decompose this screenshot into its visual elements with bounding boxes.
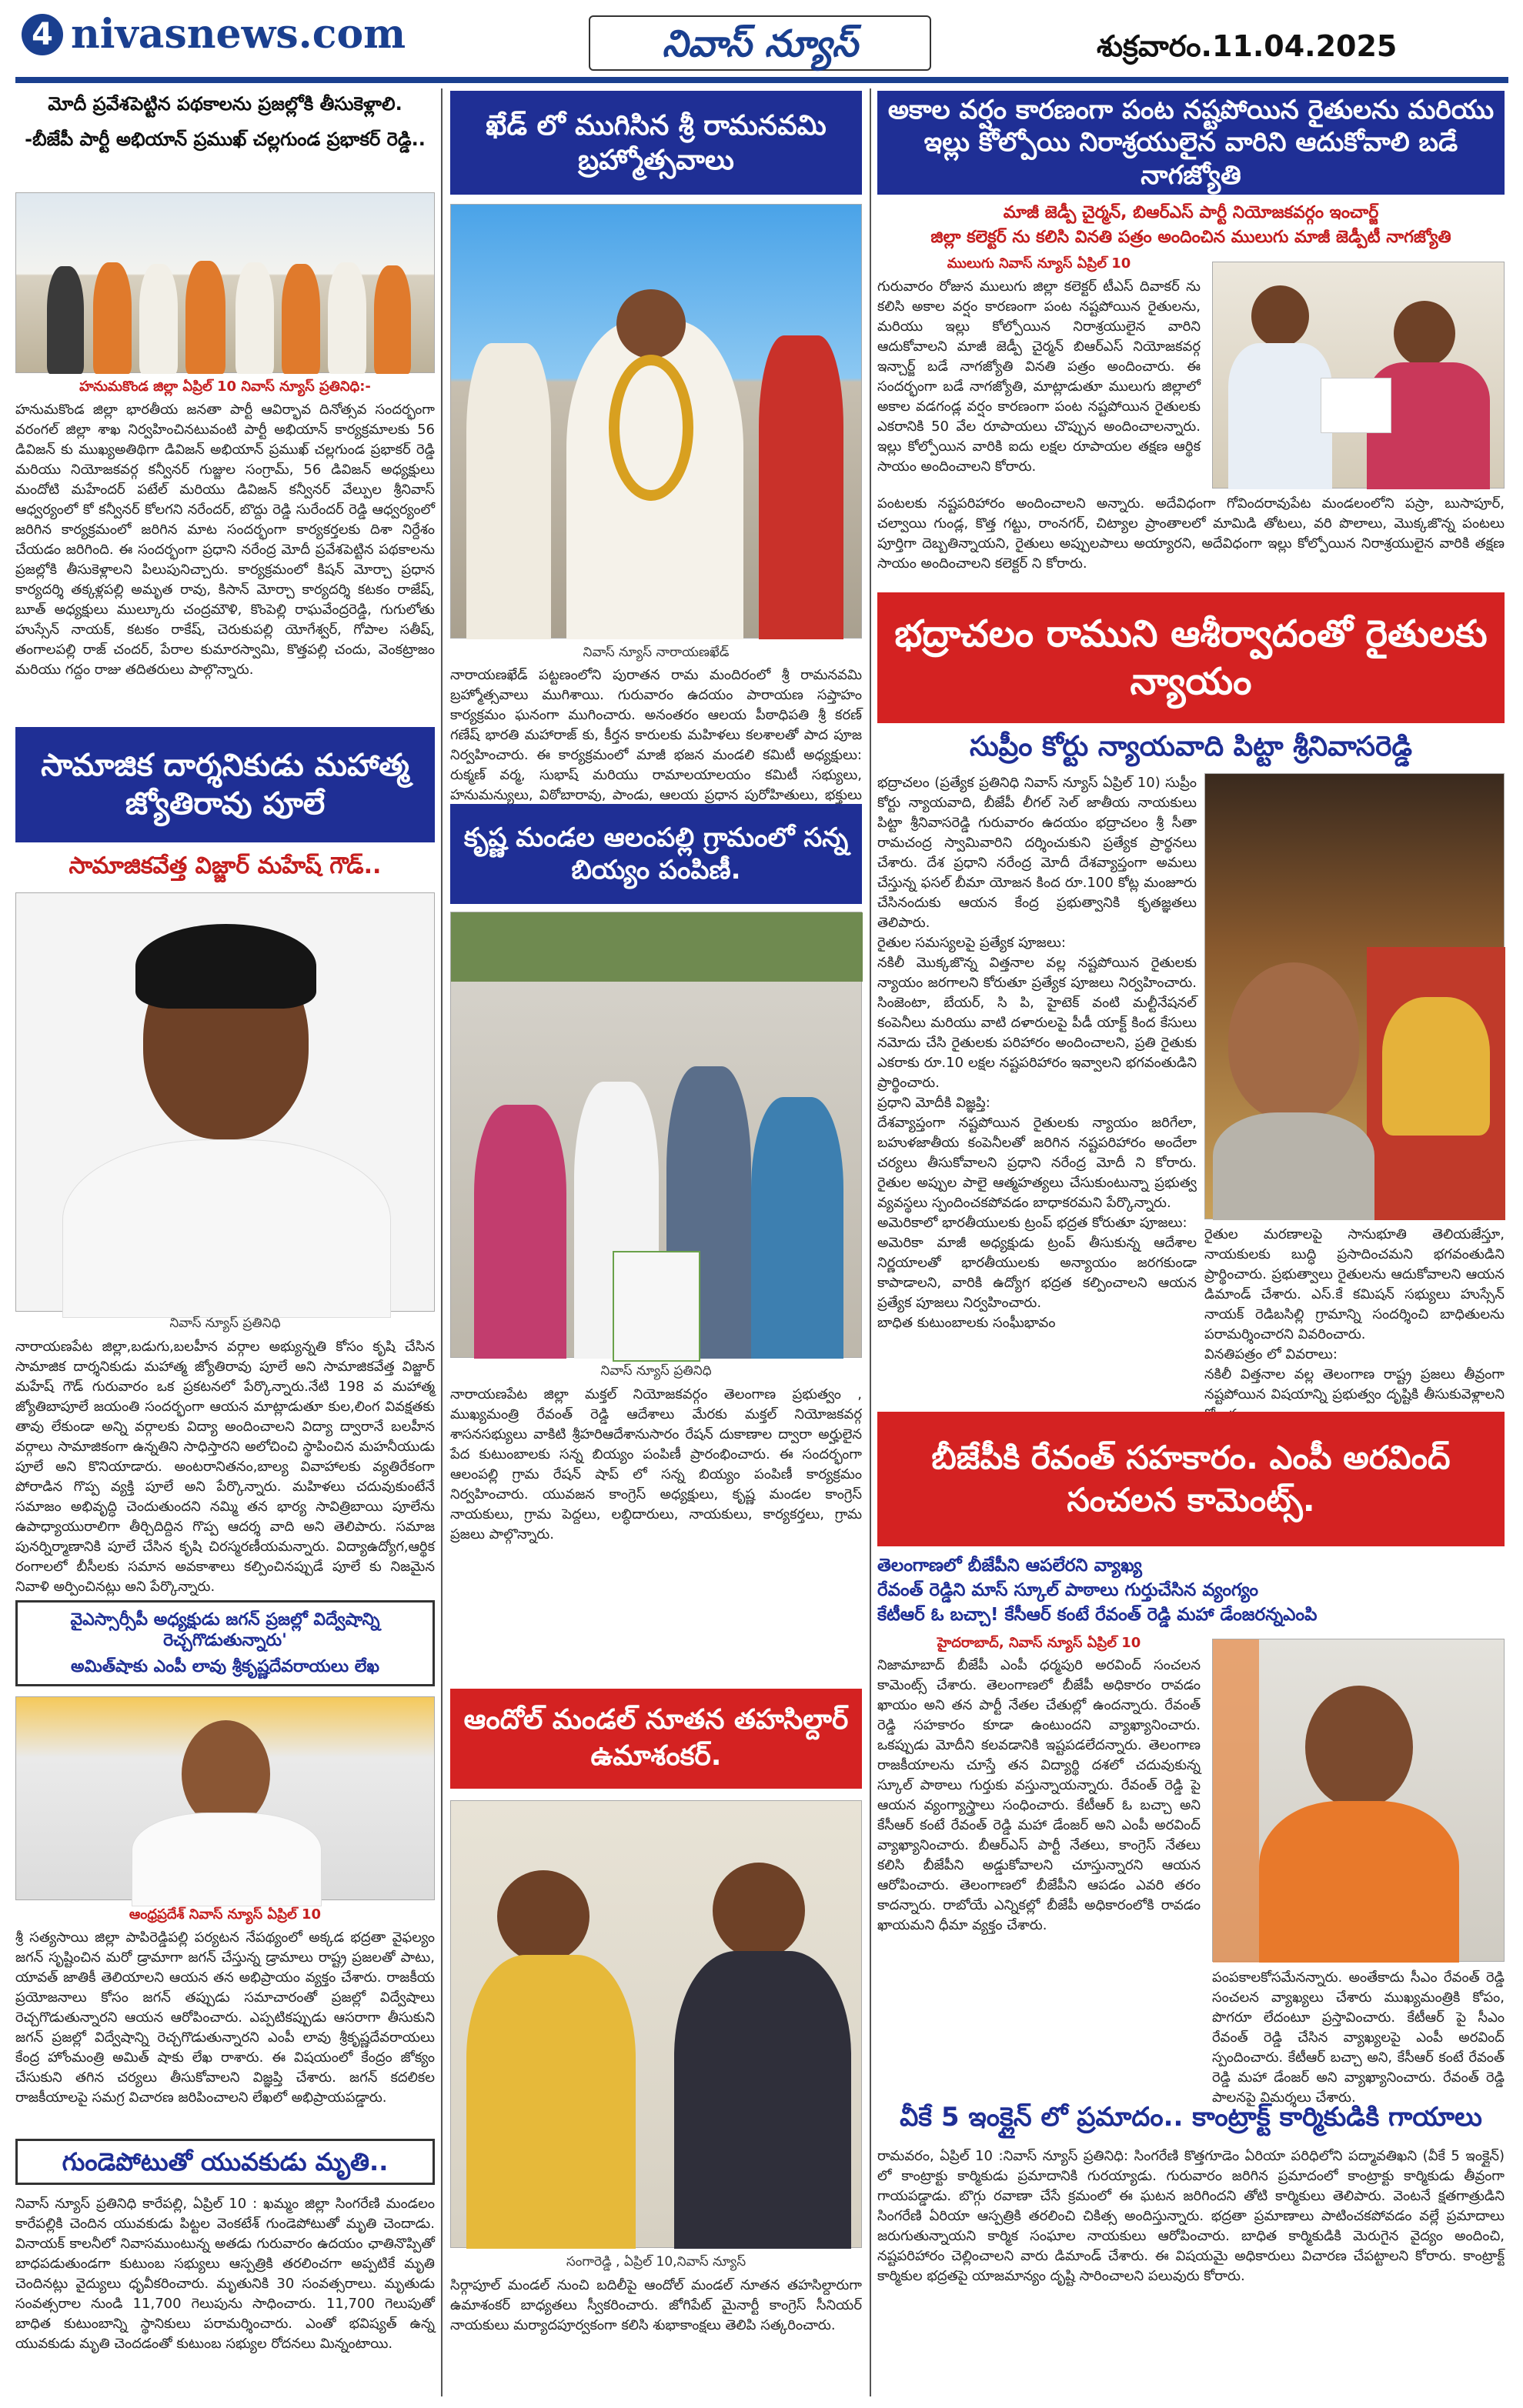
ceremony-photo xyxy=(450,204,862,639)
headline-box xyxy=(15,1600,435,1686)
header-rule xyxy=(15,77,1508,83)
page-number: 4 xyxy=(22,14,63,55)
headline-phule: సామాజిక దార్శనికుడు మహాత్మ జ్యోతిరావు పూలే xyxy=(15,727,435,842)
dateline: హైదరాబాద్, నివాస్ న్యూస్ ఏప్రిల్ 10 xyxy=(937,1635,1141,1651)
headline-secondary: -బీజేపీ పార్టీ అభియాన్ ప్రముఖ్ చల్లగుండ ప్రభాకర్ రెడ్డి.. xyxy=(25,128,426,150)
column-divider xyxy=(441,88,443,2396)
headline-bhadrachalam: భద్రాచలం రాముని ఆశీర్వాదంతో రైతులకు న్యాయం xyxy=(877,592,1505,723)
headline-rice-distribution: కృష్ణ మండల ఆలంపల్లి గ్రామంలో సన్న బియ్యం పంపిణీ. xyxy=(450,804,862,904)
politician-photo xyxy=(15,1696,435,1900)
dateline: ఆంధ్రప్రదేశ్ నివాస్ న్యూస్ ఏప్రిల్ 10 xyxy=(129,1906,322,1923)
headline-revanth: బీజేపీకి రేవంత్ సహకారం. ఎంపీ అరవింద్ సంచలన కామెంట్స్. xyxy=(877,1412,1505,1546)
group-photo xyxy=(15,192,435,373)
photo-caption: నివాస్ న్యూస్ ప్రతినిధి xyxy=(600,1363,712,1379)
headline-secondary: అమిత్‌షాకు ఎంపీ లావు శ్రీకృష్ణదేవరాయలు లేఖ xyxy=(71,1656,379,1676)
masthead: నివాస్ న్యూస్ xyxy=(589,15,931,71)
article-body: గురువారం రోజున ములుగు జిల్లా కలెక్టర్ టీఎస్ దివాకర్ ను కలిసి అకాల వర్షం కారణంగా పంట నష్టపోయిన రైతులను, మరియు ఇల్లు కోల్పోయిన నిరాశ్రయులైన వారిని ఆదుకోవాలని మాజీ జెడ్పీ చైర్మన్ బిఆర్ఎస్ నియోజకవర్గ ఇన్చార్జ్ బడే నాగజ్యోతి వినతి పత్రం అందించారు. ఈ సందర్భంగా బడే నాగజ్యోతి, మాట్లాడుతూ ములుగు జిల్లాలో అకాల వడగండ్ల వర్షం కారణంగా పంట నష్టపోయిన రైతులకు ఎకరానికి 50 వేల రూపాయలు చొప్పున అందించాలన్నారు. ఇల్లు కోల్పోయిన వారికి ఐదు లక్షల రూపాయల తక్షణ ఆర్థిక సాయం అందించాలని కోరారు. xyxy=(877,278,1201,475)
dateline: ములుగు నివాస్ న్యూస్ ఏప్రిల్ 10 xyxy=(947,255,1131,272)
site-name[interactable]: nivasnews.com xyxy=(71,11,406,58)
distribution-photo xyxy=(450,912,862,1358)
headline: మోదీ ప్రవేశపెట్టిన పథకాలను ప్రజల్లోకి తీసుకెళ్లాలి. xyxy=(48,93,402,115)
mp-photo xyxy=(1212,1639,1505,1962)
article-body-continued: పంటలకు నష్టపరిహారం అందించాలని అన్నారు. అదేవిధంగా గోవిందరావుపేట మండలంలోని పస్రా, బుసాపూర్, చల్వాయి గుండ్ల, కొత్త గట్టు, రాంనగర్, చిట్యాల ప్రాంతాలలో మామిడి తోటలు, వరి పొలాలు, మొక్కజొన్న పంటలు పూర్తిగా దెబ్బతిన్నాయని, రైతులు అప్పులపాలు అయ్యారని, అదేవిధంగా ఇల్లు కోల్పోయిన నిరాశ్రయులైన వారికి తక్షణ సాయం అందించాలని కలెక్టర్ ని కోరారు. xyxy=(877,495,1505,572)
subhead: సుప్రీం కోర్టు న్యాయవాది పిట్టా శ్రీనివాసరెడ్డి xyxy=(969,731,1413,762)
collector-photo xyxy=(1212,262,1505,489)
felicitation-photo xyxy=(450,1800,862,2248)
article-body: నారాయణఖేడ్ పట్టణంలోని పురాతన రామ మందిరంలో శ్రీ రామనవమి బ్రహ్మోత్సవాలు ముగిశాయి. గురువారం ఉదయం పారాయణ సప్తాహం కార్యక్రమం ఘనంగా ముగించారు. అనంతరం ఆలయ పీఠాధిపతి శ్రీ కరణ్ గణేష్ భారతి మహారాజ్ కు, కీర్తన కారులకు మహిళలు కలశాలతో పాద పూజ నిర్వహించారు. ఈ కార్యక్రమంలో మాజీ భజన మండలి కమిటీ అధ్యక్షులు: రుక్మణ్ వర్మ, సుభాష్ మరియు రామాలయాలయం కమిటీ సభ్యులు, హనుమన్యులు, విఠోబారావు, పాండు, ఆలయ ప్రధాన పురోహితులు, భక్తులు xyxy=(450,667,862,803)
article-modi-schemes xyxy=(15,91,435,152)
article-body: నారాయణపేట జిల్లా,బడుగు,బలహీన వర్గాల అభ్యున్నతి కోసం కృషి చేసిన సామాజిక దార్శనికుడు మహాత్మ జ్యోతిరావు పూలే అని సామాజికవేత్త విజ్జార్ మహేష్ గౌడ్ గురువారం ఒక ప్రకటనలో పేర్కొన్నారు.నేటి 198 వ మహాత్మ జ్యోతిబాపూలే జయంతి సందర్భంగా ఆయన మాట్లాడుతూ కుల,లింగ వివక్షతకు తావు లేకుండా అన్ని వర్గాలకు విద్యా అందించాలని విద్యా ద్వారానే బలహీన వర్గాలు సామాజికంగా ఉన్నతిని సాధిస్తారని అలోచించి స్థాపించిన మహనీయుడు పూలే అని కొనియాడారు. అంటరానితనం,బాల్య వివాహాలకు వ్యతిరేకంగా పోరాడిన గొప్ప వ్యక్తి పూలే అని పేర్కొన్నారు. మహిళలు చదువుకుంటేనే సమాజం అభివృద్ధి చెందుతుందని నమ్మి తన భార్య సావిత్రిబాయి పూలేను ఉపాధ్యాయురాలిగా తీర్చిదిద్దిన గొప్ప ఆదర్శ వాది అని తెలిపారు. సమాజ పునర్నిర్మాణానికి పూలే చేసిన కృషి చిరస్మరణీయమన్నారు. విద్యాఉద్యోగ,ఆర్థిక రంగాలలో బీసీలకు సమాన అవకాశాలు కల్పించినప్పుడే పూలే కు నిజమైన నివాళి అర్పించినట్లు అని పేర్కొన్నారు. xyxy=(15,1339,435,1595)
subhead: తెలంగాణలో బీజేపీని ఆపలేరని వ్యాఖ్య xyxy=(877,1556,1142,1576)
headline-khed: ఖేడ్ లో ముగిసిన శ్రీ రామనవమి బ్రహ్మోత్సవాలు xyxy=(450,91,862,195)
headline: వైఎస్సార్సీపీ అధ్యక్షుడు జగన్ ప్రజల్లో విద్వేషాన్ని రెచ్చగొడుతున్నారు' xyxy=(70,1609,380,1651)
photo-caption: నివాస్ న్యూస్ ప్రతినిధి xyxy=(169,1316,281,1331)
photo-caption: సంగారెడ్డి , ఏప్రిల్ 10,నివాస్ న్యూస్ xyxy=(566,2254,746,2270)
column-divider xyxy=(870,88,871,2396)
dateline: హనుమకొండ జిల్లా ఏప్రిల్ 10 నివాస్ న్యూస్ ప్రతినిధి:- xyxy=(79,379,371,395)
subhead: కేటీఆర్ ఓ బచ్చా! కేసీఆర్ కంటే రేవంత్ రెడ్డి మహా డేంజరన్నఎంపి xyxy=(877,1605,1318,1625)
subhead: జిల్లా కలెక్టర్ ను కలిసి వినతి పత్రం అందించిన ములుగు మాజీ జెడ్పీటీ నాగజ్యోతి xyxy=(930,228,1451,247)
article-body: నివాస్ న్యూస్ ప్రతినిధి కారేపల్లి, ఏప్రిల్ 10 : ఖమ్మం జిల్లా సింగరేణి మండలం కారేపల్లికి చెందిన యువకుడు పిట్టల వెంకటేశ్ గుండెపోటుతో మృతి చెందాడు. వినాయక్ కాలనీలో నివాసముంటున్న అతడు గురువారం ఉదయం ఛాతినొప్పితో బాధపడుతుండగా కుటుంబ సభ్యులు ఆస్పత్రికి తరలించగా అప్పటికే మృతి చెందినట్లు వైద్యులు ధృవీకరించారు. మృతునికి 30 సంవత్సరాలు. మృతుడు సంవత్సరాల నుండి 11,700 గెలుపును సాధించారు. 11,700 గెలుపుతో బాధిత కుటుంబాన్ని స్థానికులు పరామర్శించారు. ఎంతో భవిష్యత్ ఉన్న యువకుడు మృతి చెందడంతో కుటుంబ సభ్యుల రోదనలు మిన్నంటాయి. xyxy=(15,2196,435,2352)
article-body: రామవరం, ఏప్రిల్ 10 :నివాస్ న్యూస్ ప్రతినిధి: సింగరేణి కొత్తగూడెం ఏరియా పరిధిలోని పద్మావతిఖని (వీకే 5 ఇంక్లైన్) లో కాంట్రాక్టు కార్మికుడు ప్రమాదానికి గురయ్యాడు. గురువారం జరిగిన ప్రమాదంలో కాంట్రాక్టు కార్మికుడు తీవ్రంగా గాయపడ్డాడు. బొగ్గు రవాణా చేసే క్రమంలో ఈ ఘటన జరిగిందని తోటి కార్మికులు తెలిపారు. వెంటనే క్షతగాత్రుడిని సింగరేణి ఏరియా ఆస్పత్రికి తరలించి చికిత్స అందిస్తున్నారు. భద్రతా ప్రమాణాలు పాటించకపోవడం వల్లే ప్రమాదాలు జరుగుతున్నాయని కార్మిక సంఘాల నాయకులు ఆరోపించారు. బాధిత కార్మికుడికి మెరుగైన వైద్యం అందించి, నష్టపరిహారం చెల్లించాలని వారు డిమాండ్ చేశారు. ఈ విషయమై అధికారులు విచారణ చేపట్టాలని కోరారు. కాంట్రాక్ట్ కార్మికుల భద్రతపై యాజమాన్యం దృష్టి సారించాలని పలువురు కోరారు. xyxy=(877,2148,1505,2284)
subhead: సామాజికవేత్త విజ్జార్ మహేష్ గౌడ్.. xyxy=(68,852,382,879)
article-body: భద్రాచలం (ప్రత్యేక ప్రతినిధి నివాస్ న్యూస్ ఏప్రిల్ 10) సుప్రీం కోర్టు న్యాయవాది, బీజేపీ లీగల్ సెల్ జాతీయ నాయకులు పిట్టా శ్రీనివాసరెడ్డి గురువారం ఉదయం భద్రాచలం శ్రీ సీతా రామచంద్ర స్వామివారిని దర్శించుకుని ప్రత్యేక ప్రార్థనలు చేశారు. దేశ ప్రధాని నరేంద్ర మోదీ దేశవ్యాప్తంగా అమలు చేస్తున్న ఫసల్ బీమా యోజన కింద రూ.100 కోట్ల మంజూరు చేసినందుకు ఆయన కేంద్ర ప్రభుత్వానికి కృతజ్ఞతలు తెలిపారు. రైతుల సమస్యలపై ప్రత్యేక పూజలు: నకిలీ మొక్కజొన్న విత్తనాల వల్ల నష్టపోయిన రైతులకు న్యాయం జరగాలని కోరుతూ ప్రత్యేక పూజలు నిర్వహించారు. సింజెంటా, బేయర్, సి పి, హైటెక్ వంటి మల్టీనేషనల్ కంపెనీలు మరియు వాటి దళారులపై పీడీ యాక్ట్ కింద కేసులు నమోదు చేసి రైతులకు పరిహారం అందించాలని, ప్రతి రైతుకు ఎకరాకు రూ.10 లక్షల నష్టపరిహారం ఇవ్వాలని భగవంతుడిని ప్రార్థించారు. ప్రధాని మోదీకి విజ్ఞప్తి: దేశవ్యాప్తంగా నష్టపోయిన రైతులకు న్యాయం జరిగేలా, బహుళజాతీయ కంపెనీలతో జరిగిన నష్టపరిహారం అందేలా చర్యలు తీసుకోవాలని ప్రధాని నరేంద్ర మోదీ ని కోరారు. రైతుల అప్పుల పాలై ఆత్మహత్యలు చేసుకుంటున్నా ప్రభుత్వ వ్యవస్థలు స్పందించకపోవడం బాధాకరమని పేర్కొన్నారు. అమెరికాలో భారతీయులకు ట్రంప్ భద్రత కోరుతూ పూజలు: అమెరికా మాజీ అధ్యక్షుడు ట్రంప్ తీసుకున్న ఆదేశాల నిర్ణయాలతో భారతీయులకు అన్యాయం జరగకుండా కాపాడాలని, వారికి ఉద్యోగ భద్రత కల్పించాలని ఆయన ప్రత్యేక పూజలు నిర్వహించారు. బాధిత కుటుంబాలకు సంఘీభావం xyxy=(877,775,1197,1331)
article-body-continued: పంపకాలకోసమేనన్నారు. అంతేకాదు సీఎం రేవంత్ రెడ్డి సంచలన వ్యాఖ్యలు చేశారు ముఖ్యమంత్రికి కోపం, పొగరూ లేదంటూ ప్రస్తావించారు. కేటీఆర్ పై సీఎం రేవంత్ రెడ్డి చేసిన వ్యాఖ్యలపై ఎంపీ అరవింద్ స్పందించారు. కేటీఆర్ బచ్చా అని, కేసీఆర్ కంటే రేవంత్ రెడ్డి మహా డేంజర్ అని వ్యాఖ్యానించారు. రేవంత్ రెడ్డి పాలనపై విమర్శలు చేశారు. xyxy=(1212,1969,1505,2106)
headline-tahsildar: ఆందోల్ మండల్ నూతన తహసిల్దార్ ఉమాశంకర్. xyxy=(450,1689,862,1789)
portrait-photo xyxy=(15,892,435,1312)
article-body: శ్రీ సత్యసాయి జిల్లా పాపిరెడ్డిపల్లి పర్యటన నేపథ్యంలో అక్కడ భద్రతా వైఫల్యం జగన్ సృష్టించిన మరో డ్రామాగా జగన్ చేస్తున్న డ్రామాలు రాష్ట్ర ప్రజలతో పాటు, యావత్ జాతికీ తెలియాలని ఆయన తన అభిప్రాయం వ్యక్తం చేశారు. రాజకీయ ప్రయోజనాలు కోసం జగన్ తప్పుడు సమాచారంతో ప్రజల్లో విద్వేషాలు రెచ్చగొడుతున్నారని ఆయన ఆరోపించారు. ఎప్పటికప్పుడు ఆసరాగా తీసుకుని జగన్ ప్రజల్లో విద్వేషాన్ని రెచ్చగొడుతున్నారని ఎంపీ లావు శ్రీకృష్ణదేవరాయలు కేంద్ర హోంమంత్రి అమిత్ షాకు లేఖ రాశారు. ఈ విషయంలో కేంద్రం జోక్యం చేసుకుని తగిన చర్యలు తీసుకోవాలని విజ్ఞప్తి చేశారు. జగన్ కదలికల రాజకీయాలపై సమగ్ర విచారణ జరిపించాలని లేఖలో అభిప్రాయపడ్డారు. xyxy=(15,1929,435,2106)
article-body-continued: రైతుల మరణాలపై సానుభూతి తెలియజేస్తూ, నాయకులకు బుద్ధి ప్రసాదించమని భగవంతుడిని ప్రార్థించారు. ప్రభుత్వాలు రైతులను ఆదుకోవాలని ఆయన డిమాండ్ చేశారు. ఎస్.కే కమిషన్ సభ్యులు హుస్సేన్ నాయక్ రెడిబసిల్లి గ్రామాన్ని సందర్శించి బాధితులను పరామర్శించారని వివరించారు. వినతిపత్రం లో వివరాలు: నకిలీ విత్తనాల వల్ల తెలంగాణ రాష్ట్ర ప్రజలు తీవ్రంగా నష్టపోయిన విషయాన్ని ప్రభుత్వం దృష్టికి తీసుకువెళ్లాలని xyxy=(1204,1226,1505,1402)
headline-accident: వీకే 5 ఇంక్లైన్ లో ప్రమాదం.. కాంట్రాక్ట్ కార్మికుడికి గాయాలు xyxy=(900,2102,1482,2133)
article-body: హనుమకొండ జిల్లా భారతీయ జనతా పార్టీ ఆవిర్భావ దినోత్సవ సందర్భంగా వరంగల్ జిల్లా శాఖ నిర్వహించినటువంటి పార్టీ అభియాన్ కార్యక్రమాలకు 56 డివిజన్ కు ముఖ్యఅతిథిగా డివిజన్ అభియాన్ ప్రముఖ్ చల్లగుండ ప్రభాకర్ రెడ్డి మరియు నియోజకవర్గ కన్వీనర్ గుజ్జుల సంగ్రామ్, 56 డివిజన్ అధ్యక్షులు మందోటి మహేందర్ పటేల్ మరియు డివిజన్ కన్వీనర్ వేల్పుల శ్రీనివాస్ ఆధ్వర్యంలో కో కన్వీనర్ కోలగని నరేందర్, బొద్దు రెడ్డి సురేందర్ రెడ్డి ఆధ్వర్యంలో జరిగిన కార్యక్రమంలో జరిగిన మాట సందర్భంగా కార్యకర్తలకు దిశా నిర్దేశం చేయడం జరిగింది. ఈ సందర్భంగా ప్రధాని నరేంద్ర మోదీ ప్రవేశపెట్టిన పథకాలను ప్రజల్లోకి తీసుకెళ్లాలని పిలుపునిచ్చారు. కార్యక్రమంలో కిషన్ మోర్చా ప్రధాన కార్యదర్శి తక్కళ్లపల్లి అమృత రావు, కిసాన్ మోర్చా కార్యదర్శి కటకం రాజేష్, బూత్ అధ్యక్షులు ముల్కూరు చంద్రమౌళి, కొంపెల్లి రాఘవేంద్రరెడ్డి, గుగులోతు హుస్సేన్ నాయక్, కటకం రాకేష్, చెరుకుపల్లి యోగేశ్వర్, గోపాల సతీష్, తంగాలపల్లి రాజ్ చందర్, పేరాల కుమారస్వామి, కొత్తపల్లి చందు, వెంకట్రాజం మరియు గద్దం రాజు తదితరులు పాల్గొన్నారు. xyxy=(15,402,435,678)
issue-date: శుక్రవారం.11.04.2025 xyxy=(1097,29,1398,63)
temple-photo xyxy=(1204,773,1505,1219)
article-body: నిజామాబాద్ బీజేపీ ఎంపీ ధర్మపురి అరవింద్ సంచలన కామెంట్స్ చేశారు. తెలంగాణలో బీజేపీ అధికారం రావడం ఖాయం అని తన పార్టీ నేతల చేతుల్లో ఉందన్నారు. రేవంత్ రెడ్డి సహకారం కూడా ఉంటుందని వ్యాఖ్యానించారు. ఒకప్పుడు మోదీని కలవడానికి ఇష్టపడలేదన్నారు. తెలంగాణ రాజకీయాలను చూస్తే తన విద్యార్థి దశలో చదువుకున్న స్కూల్ పాఠాలు గుర్తుకు వస్తున్నాయన్నారు. రేవంత్ రెడ్డి పై ఆయన వ్యంగ్యాస్త్రాలు సంధించారు. కేటీఆర్ ఓ బచ్చా అని కేసీఆర్ కంటే రేవంత్ రెడ్డి మహా డేంజర్ అని ఎంపీ అరవింద్ వ్యాఖ్యానించారు. బీఆర్ఎస్ పార్టీ నేతలు, కాంగ్రెస్ నేతలు కలిసి బీజేపీని అడ్డుకోవాలని చూస్తున్నారని ఆయన ఆరోపించారు. తెలంగాణలో బీజేపీని ఆపడం ఎవరి తరం కాదన్నారు. రాబోయే ఎన్నికల్లో బీజేపీ అధికారంలోకి రావడం ఖాయమని ధీమా వ్యక్తం చేశారు. xyxy=(877,1657,1201,1933)
subhead: మాజీ జెడ్పీ చైర్మన్, బిఆర్ఎస్ పార్టీ నియోజకవర్గం ఇంచార్జ్ xyxy=(1003,203,1379,222)
article-body: సిర్గాపూల్ మండల్ నుంచి బదిలీపై ఆందోల్ మండల్ నూతన తహసిల్దారుగా ఉమాశంకర్ బాధ్యతలు స్వీకరించారు. జోగిపేట్ మైనార్టీ కాంగ్రెస్ సీనియర్ నాయకులు మర్యాదపూర్వకంగా కలిసి శుభాకాంక్షలు తెలిపి సత్కరించారు. xyxy=(450,2277,862,2333)
photo-caption: నివాస్ న్యూస్ నారాయణఖేడ్ xyxy=(583,645,730,660)
subhead: రేవంత్ రెడ్డిని మాస్ స్కూల్ పాఠాలు గుర్తుచేసిన వ్యంగ్యం xyxy=(877,1580,1259,1600)
article-body: నారాయణపేట జిల్లా మక్తల్ నియోజకవర్గం తెలంగాణ ప్రభుత్వం , ముఖ్యమంత్రి రేవంత్ రెడ్డి ఆదేశాలు మేరకు మక్తల్ నియోజకవర్గ శాసనసభ్యులు వాకిటి శ్రీహరిఆదేశానుసారం రేషన్ దుకాణాల ద్వారా అర్హులైన పేద కుటుంబాలకు సన్న బియ్యం పంపిణీ ప్రారంభించారు. ఈ సందర్భంగా ఆలంపల్లి గ్రామ రేషన్ షాప్ లో సన్న బియ్యం పంపిణీ కార్యక్రమం నిర్వహించారు. యువజన కాంగ్రెస్ అధ్యక్షులు, కృష్ణ మండల కాంగ్రెస్ నాయకులు, గ్రామ పెద్దలు, లబ్ధిదారులు, నాయకులు, కార్యకర్తలు, గ్రామ ప్రజలు పాల్గొన్నారు. xyxy=(450,1386,862,1543)
headline-youth-death: గుండెపోటుతో యువకుడు మృతి.. xyxy=(15,2139,435,2185)
headline-crop-loss: అకాల వర్షం కారణంగా పంట నష్టపోయిన రైతులను మరియు ఇల్లు కోల్పోయి నిరాశ్రయులైన వారిని ఆదుకోవాలి బడే నాగజ్యోతి xyxy=(877,91,1505,195)
